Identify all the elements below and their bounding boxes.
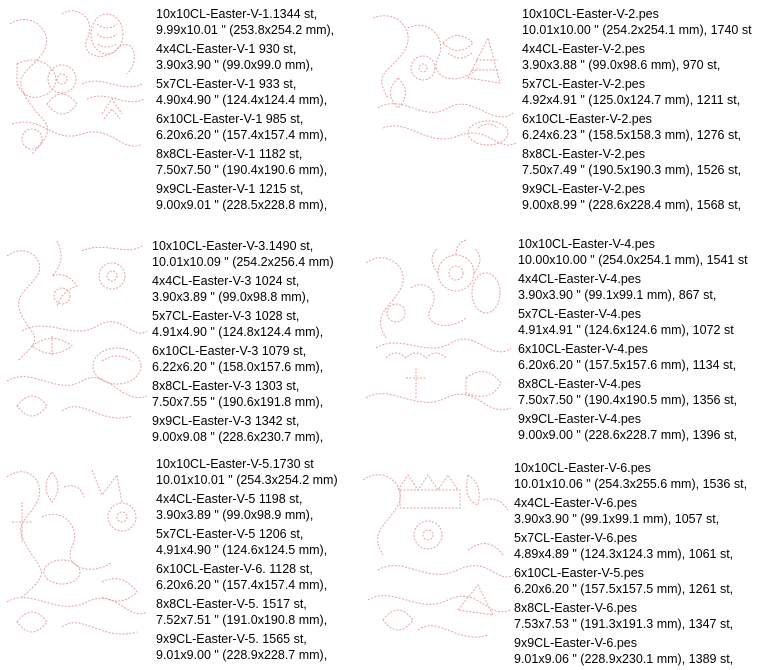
design-filename-line: 5x7CL-Easter-V-5 1206 st, — [156, 527, 304, 541]
design-info-block — [514, 460, 747, 670]
design-entry — [514, 600, 747, 632]
design-entry — [152, 343, 334, 375]
design-size-line: 9.00x8.99 " (228.6x228.4 mm), 1568 st, — [522, 198, 742, 212]
design-filename-line: 4x4CL-Easter-V-1 930 st, — [156, 42, 297, 56]
design-filename-line: 10x10CL-Easter-V-5.1730 st — [156, 457, 314, 471]
design-entry — [156, 76, 334, 108]
design-filename-line: 8x8CL-Easter-V-5. 1517 st, — [156, 597, 307, 611]
design-entry — [514, 635, 747, 667]
design-filename-line: 10x10CL-Easter-V-6.pes — [514, 461, 651, 475]
design-thumbnail — [2, 236, 150, 441]
design-size-line: 6.24x6.23 " (158.5x158.3 mm), 1276 st, — [522, 128, 742, 142]
design-entry — [522, 76, 752, 108]
design-thumbnail — [2, 4, 150, 164]
design-filename-line: 8x8CL-Easter-V-1 1182 st, — [156, 147, 303, 161]
design-size-line: 10.01x10.09 " (254.2x256.4 mm) — [152, 255, 334, 269]
design-entry — [514, 565, 747, 597]
design-entry — [156, 561, 338, 593]
design-info-block — [156, 456, 338, 666]
design-size-line: 9.01x9.06 " (228.9x230.1 mm), 1389 st, — [514, 652, 734, 666]
design-entry — [518, 236, 748, 268]
design-entry — [522, 111, 752, 143]
design-entry — [522, 41, 752, 73]
design-size-line: 6.20x6.20 " (157.4x157.4 mm), — [156, 578, 328, 592]
design-filename-line: 9x9CL-Easter-V-3 1342 st, — [152, 414, 300, 428]
design-size-line: 4.91x4.91 " (124.6x124.6 mm), 1072 st — [518, 323, 734, 337]
embroidery-thumbnail-easter-v-4 — [356, 238, 514, 438]
design-info-block — [152, 238, 334, 448]
design-entry — [514, 495, 747, 527]
design-size-line: 3.90x3.88 " (99.0x98.6 mm), 970 st, — [522, 58, 721, 72]
design-entry — [152, 308, 334, 340]
design-filename-line: 9x9CL-Easter-V-2.pes — [522, 182, 645, 196]
design-filename-line: 4x4CL-Easter-V-2.pes — [522, 42, 645, 56]
design-size-line: 7.50x7.50 " (190.4x190.5 mm), 1356 st, — [518, 393, 738, 407]
design-size-line: 7.53x7.53 " (191.3x191.3 mm), 1347 st, — [514, 617, 734, 631]
design-thumbnail — [358, 460, 513, 655]
design-info-block — [518, 236, 748, 446]
design-size-line: 4.91x4.90 " (124.8x124.4 mm), — [152, 325, 324, 339]
design-entry — [156, 111, 334, 143]
design-filename-line: 10x10CL-Easter-V-4.pes — [518, 237, 655, 251]
design-entry — [514, 530, 747, 562]
design-size-line: 9.00x9.00 " (228.6x228.7 mm), 1396 st, — [518, 428, 738, 442]
design-size-line: 6.20x6.20 " (157.4x157.4 mm), — [156, 128, 328, 142]
design-filename-line: 8x8CL-Easter-V-6.pes — [514, 601, 637, 615]
design-filename-line: 6x10CL-Easter-V-6. 1128 st, — [156, 562, 313, 576]
design-entry — [156, 6, 334, 38]
design-filename-line: 9x9CL-Easter-V-5. 1565 st, — [156, 632, 307, 646]
design-entry — [156, 181, 334, 213]
design-size-line: 7.50x7.55 " (190.6x191.8 mm), — [152, 395, 324, 409]
design-entry — [156, 41, 334, 73]
design-filename-line: 8x8CL-Easter-V-3 1303 st, — [152, 379, 300, 393]
design-entry — [152, 413, 334, 445]
design-filename-line: 6x10CL-Easter-V-3 1079 st, — [152, 344, 307, 358]
design-size-line: 10.01x10.01 " (254.3x254.2 mm) — [156, 473, 338, 487]
design-thumbnail — [356, 238, 514, 438]
design-size-line: 7.50x7.49 " (190.5x190.3 mm), 1526 st, — [522, 163, 742, 177]
design-filename-line: 4x4CL-Easter-V-4.pes — [518, 272, 641, 286]
design-filename-line: 8x8CL-Easter-V-2.pes — [522, 147, 645, 161]
design-size-line: 6.20x6.20 " (157.5x157.5 mm), 1261 st, — [514, 582, 734, 596]
embroidery-thumbnail-easter-v-5 — [2, 462, 150, 657]
design-size-line: 3.90x3.89 " (99.0x98.9 mm), — [156, 508, 314, 522]
design-filename-line: 10x10CL-Easter-V-1.1344 st, — [156, 7, 318, 21]
design-filename-line: 6x10CL-Easter-V-4.pes — [518, 342, 648, 356]
embroidery-thumbnail-easter-v-1 — [2, 4, 150, 164]
design-size-line: 3.90x3.89 " (99.0x98.8 mm), — [152, 290, 310, 304]
design-size-line: 4.90x4.90 " (124.4x124.4 mm), — [156, 93, 328, 107]
design-size-line: 9.00x9.01 " (228.5x228.8 mm), — [156, 198, 328, 212]
embroidery-thumbnail-easter-v-2 — [368, 8, 518, 163]
design-size-line: 9.00x9.08 " (228.6x230.7 mm), — [152, 430, 324, 444]
design-filename-line: 6x10CL-Easter-V-5.pes — [514, 566, 644, 580]
design-filename-line: 6x10CL-Easter-V-1 985 st, — [156, 112, 304, 126]
design-filename-line: 5x7CL-Easter-V-2.pes — [522, 77, 645, 91]
design-entry — [518, 411, 748, 443]
design-filename-line: 5x7CL-Easter-V-3 1028 st, — [152, 309, 300, 323]
design-size-line: 10.01x10.06 " (254.3x255.6 mm), 1536 st, — [514, 477, 748, 491]
design-size-line: 3.90x3.90 " (99.1x99.1 mm), 1057 st, — [514, 512, 720, 526]
design-filename-line: 6x10CL-Easter-V-2.pes — [522, 112, 652, 126]
design-entry — [518, 306, 748, 338]
design-size-line: 3.90x3.90 " (99.0x99.0 mm), — [156, 58, 314, 72]
embroidery-thumbnail-easter-v-6 — [358, 460, 513, 655]
design-entry — [518, 341, 748, 373]
design-filename-line: 5x7CL-Easter-V-4.pes — [518, 307, 641, 321]
design-filename-line: 4x4CL-Easter-V-3 1024 st, — [152, 274, 300, 288]
design-filename-line: 5x7CL-Easter-V-1 933 st, — [156, 77, 297, 91]
design-filename-line: 10x10CL-Easter-V-2.pes — [522, 7, 659, 21]
design-entry — [152, 273, 334, 305]
design-filename-line: 9x9CL-Easter-V-1 1215 st, — [156, 182, 304, 196]
design-entry — [156, 526, 338, 558]
embroidery-thumbnail-easter-v-3 — [2, 236, 150, 441]
design-size-line: 9.99x10.01 " (253.8x254.2 mm), — [156, 23, 335, 37]
design-entry — [518, 376, 748, 408]
design-entry — [152, 378, 334, 410]
design-filename-line: 4x4CL-Easter-V-5 1198 st, — [156, 492, 303, 506]
design-filename-line: 4x4CL-Easter-V-6.pes — [514, 496, 637, 510]
design-entry — [514, 460, 747, 492]
design-size-line: 4.91x4.90 " (124.6x124.5 mm), — [156, 543, 328, 557]
design-size-line: 10.01x10.00 " (254.2x254.1 mm), 1740 st — [522, 23, 752, 37]
design-entry — [522, 146, 752, 178]
design-filename-line: 10x10CL-Easter-V-3.1490 st, — [152, 239, 314, 253]
design-size-line: 7.50x7.50 " (190.4x190.6 mm), — [156, 163, 328, 177]
design-entry — [156, 491, 338, 523]
design-thumbnail — [2, 462, 150, 657]
design-size-line: 6.20x6.20 " (157.5x157.6 mm), 1134 st, — [518, 358, 737, 372]
design-filename-line: 9x9CL-Easter-V-4.pes — [518, 412, 641, 426]
design-entry — [518, 271, 748, 303]
design-filename-line: 9x9CL-Easter-V-6.pes — [514, 636, 637, 650]
design-size-line: 4.92x4.91 " (125.0x124.7 mm), 1211 st, — [522, 93, 741, 107]
design-filename-line: 8x8CL-Easter-V-4.pes — [518, 377, 641, 391]
design-filename-line: 5x7CL-Easter-V-6.pes — [514, 531, 637, 545]
design-size-line: 7.52x7.51 " (191.0x190.8 mm), — [156, 613, 328, 627]
design-entry — [152, 238, 334, 270]
design-entry — [522, 6, 752, 38]
design-info-block — [156, 6, 334, 216]
design-size-line: 10.00x10.00 " (254.0x254.1 mm), 1541 st — [518, 253, 748, 267]
design-entry — [156, 146, 334, 178]
design-entry — [522, 181, 752, 213]
design-size-line: 6.22x6.20 " (158.0x157.6 mm), — [152, 360, 324, 374]
design-size-line: 4.89x4.89 " (124.3x124.3 mm), 1061 st, — [514, 547, 734, 561]
design-size-line: 3.90x3.90 " (99.1x99.1 mm), 867 st, — [518, 288, 717, 302]
design-entry — [156, 596, 338, 628]
design-entry — [156, 456, 338, 488]
design-info-block — [522, 6, 752, 216]
design-size-line: 9.01x9.00 " (228.9x228.7 mm), — [156, 648, 328, 662]
design-entry — [156, 631, 338, 663]
design-thumbnail — [368, 8, 518, 163]
